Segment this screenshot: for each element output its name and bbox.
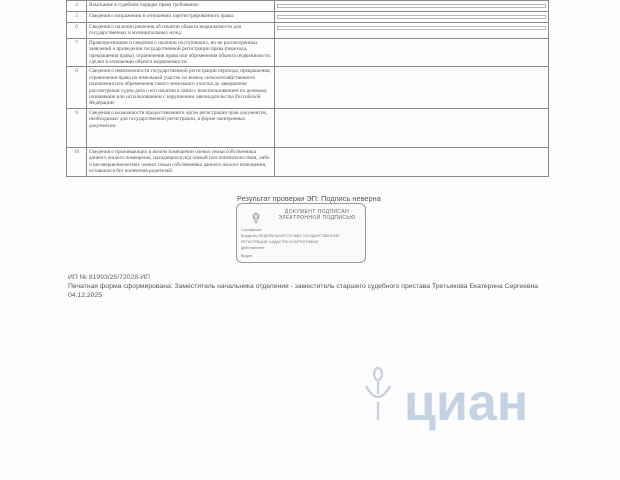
row-number: 7 (67, 38, 87, 67)
table-row (67, 38, 549, 67)
stamp-line: Действителен (241, 246, 265, 250)
value-box (277, 4, 546, 8)
row-number: 8 (67, 67, 87, 108)
stamp-line: Выдан (241, 254, 253, 258)
print-form-note: Печатная форма сформирована: Заместитель начальника отделения - заместитель старшего судебного пристава Третьякова Екатерина Сергеевна 04.12.2025 (68, 283, 539, 299)
value-box (277, 15, 546, 19)
row-text: Сведения о наличии решения об изъятии объекта недвижимости для государственных и муниципальных нужд: (87, 23, 275, 39)
row-text: Сведения о проживающих в жилом помещении членах семьи собственника данного жилого помещения, находящихся под опекой или попечительством, либо о несовершеннолетних членах семьи собственника данного жилого помещения, оставшихся без попечения родителей: (87, 147, 275, 176)
coat-of-arms-icon (250, 212, 262, 224)
encumbrance-table (66, 0, 549, 177)
row-value (275, 12, 549, 23)
row-value (275, 1, 549, 12)
row-number: 10 (67, 147, 87, 176)
row-value (275, 23, 549, 39)
watermark-text: циан (404, 374, 529, 432)
table-row (67, 147, 549, 176)
table-row (67, 1, 549, 12)
stamp-line: Сертификат (241, 228, 262, 232)
table-row (67, 12, 549, 23)
value-box (277, 26, 546, 30)
row-value (275, 108, 549, 147)
row-number: 5 (67, 12, 87, 23)
table-row (67, 67, 549, 108)
row-value (275, 38, 549, 67)
signature-check-result: Результат проверки ЭП: Подпись неверна (237, 194, 381, 203)
cian-watermark-logo (360, 364, 552, 432)
row-text: Сведения о возможности предоставления в орган регистрации прав документов, необходимых для государственной регистрации, в форме электронных документов: (87, 108, 275, 147)
row-number: 4 (67, 1, 87, 12)
table-row (67, 108, 549, 147)
stamp-line: РЕГИСТРАЦИИ, КАДАСТРА И КАРТОГРАФИИ (241, 240, 319, 244)
row-number: 6 (67, 23, 87, 39)
case-number: ИП № 81993/25/72028-ИП (68, 274, 151, 281)
row-value (275, 67, 549, 108)
row-text: Сведения о невозможности государственной регистрации перехода, прекращения, ограничения права на земельный участок из земель сельскохозяйственного назначения или обременения такого земельного участка до завершения рассмотрения судом дела о его изъятии в связи с неиспользованием по целевому назначению или использованием с нарушением законодательства Российской Федерации: (87, 67, 275, 108)
stamp-line: Владелец ФЕДЕРАЛЬНАЯ СЛУЖБА ГОСУДАРСТВЕННОЙ (241, 234, 339, 238)
e-signature-stamp (236, 203, 366, 263)
row-text: Взыскание в судебном порядке права требования: (87, 1, 275, 12)
row-text: Сведения о возражении в отношении зарегистрированного права: (87, 12, 275, 23)
row-number: 9 (67, 108, 87, 147)
table-row (67, 23, 549, 39)
row-value (275, 147, 549, 176)
row-text: Правопритязания и сведения о наличии поступивших, но не рассмотренных заявлений о проведении государственной регистрации права (перехода, прекращения права), ограничения права или обременения объекта недвижимости, сделки в отношении объекта недвижимости: (87, 38, 275, 67)
stamp-heading: ДОКУМЕНТ ПОДПИСАН ЭЛЕКТРОННОЙ ПОДПИСЬЮ (278, 209, 356, 221)
